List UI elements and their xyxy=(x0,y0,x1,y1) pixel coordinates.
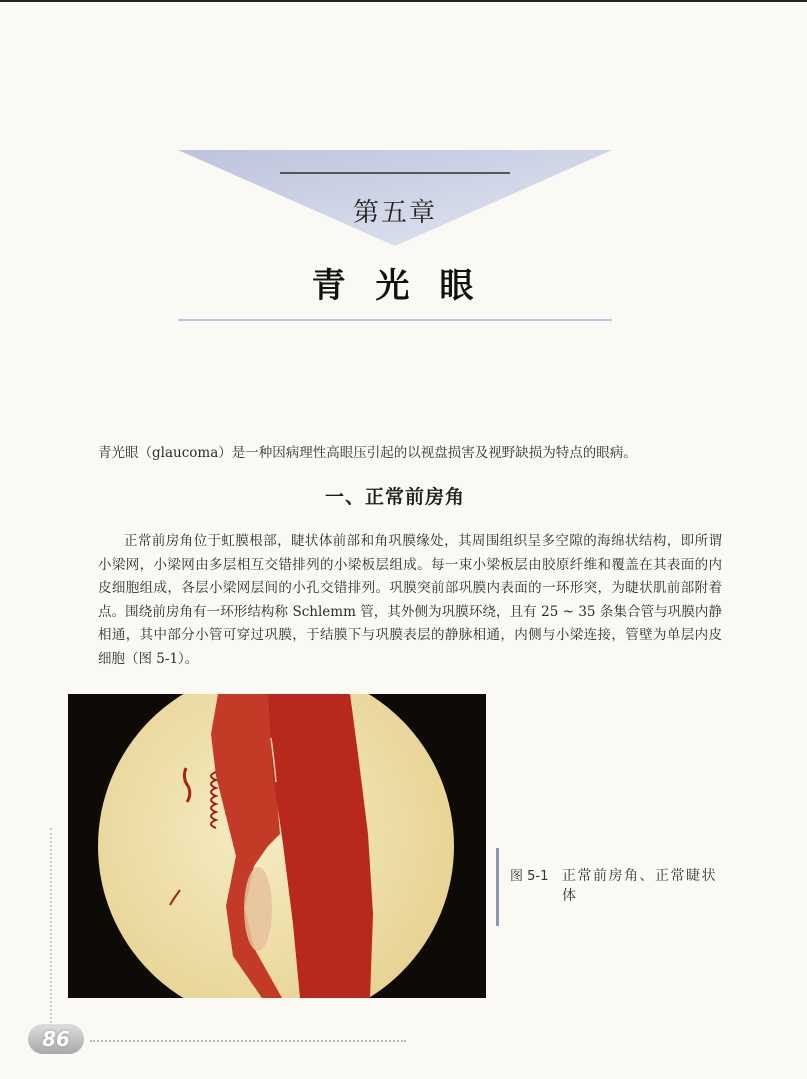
paragraph-line: 小梁网，小梁网由多层相互交错排列的小梁板层组成。每一束小梁板层由胶原纤维和覆盖在其表面的内 xyxy=(98,556,722,573)
figure-caption xyxy=(562,866,724,906)
paragraph-line: 正常前房角位于虹膜根部，睫状体前部和角巩膜缘处，其周围组织呈多空隙的海绵状结构，即所谓 xyxy=(124,533,722,549)
paragraph-line: 细胞（图 5-1）。 xyxy=(98,650,199,667)
figure-micrograph xyxy=(68,694,486,998)
chapter-number: 第五章 xyxy=(352,198,437,228)
chapter-title: 青 光 眼 xyxy=(311,266,479,306)
paragraph-line: 相通，其中部分小管可穿过巩膜，于结膜下与巩膜表层的静脉相通，内侧与小梁连接，管壁为单层内皮 xyxy=(98,627,722,644)
section-paragraph xyxy=(98,530,722,672)
margin-dotted-line xyxy=(50,828,52,1023)
section-heading: 一、正常前房角 xyxy=(324,486,465,508)
paragraph-line: 皮细胞组成，各层小梁网层间的小孔交错排列。巩膜突前部巩膜内表面的一环形突，为睫状肌前部附着 xyxy=(98,580,722,597)
caption-line: 体 xyxy=(562,888,578,904)
footer-dotted-line xyxy=(90,1040,406,1042)
figure-label: 图 5-1 xyxy=(510,869,549,884)
ciliary-body-pale xyxy=(244,867,272,951)
caption-bar xyxy=(496,848,499,926)
paragraph-line: 点。围绕前房角有一环形结构称 Schlemm 管，其外侧为巩膜环绕，且有 25 ~ 35 条集合管与巩膜内静 xyxy=(98,603,722,620)
caption-line: 正常前房角、正常睫状 xyxy=(562,868,717,884)
intro-paragraph: 青光眼（glaucoma）是一种因病理性高眼压引起的以视盘损害及视野缺损为特点的眼病。 xyxy=(98,445,637,461)
page-number: 86 xyxy=(28,1024,84,1054)
